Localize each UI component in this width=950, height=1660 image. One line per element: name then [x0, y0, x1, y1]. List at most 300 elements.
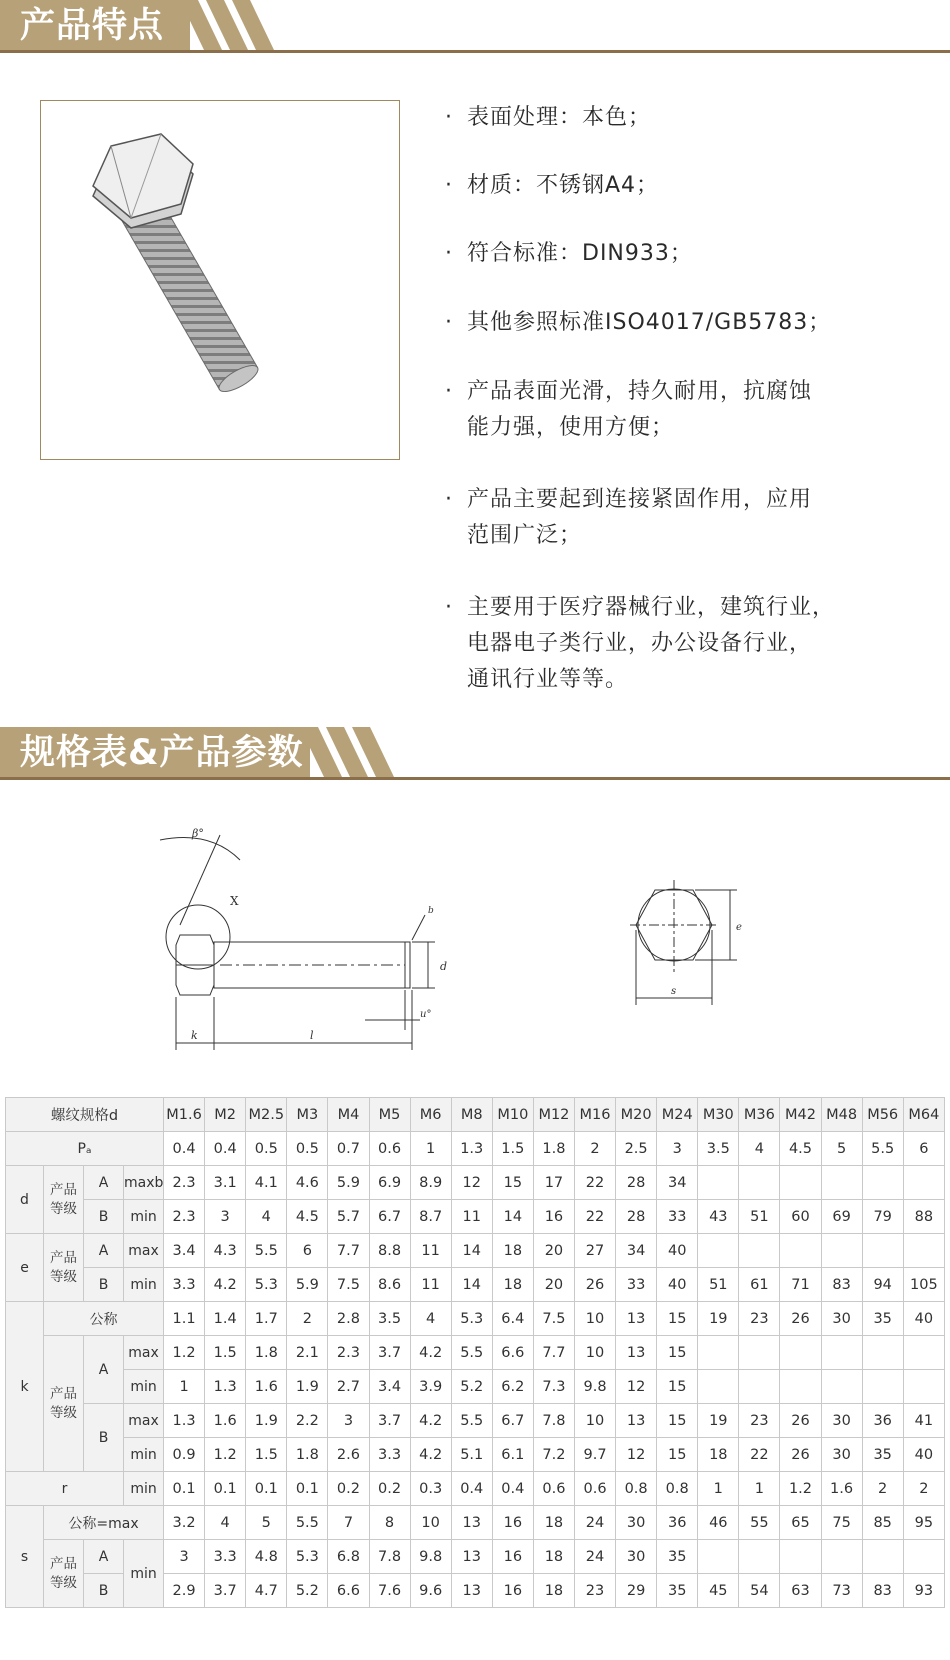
table-cell: 8.7 [410, 1200, 451, 1234]
table-cell: 26 [574, 1268, 615, 1302]
table-cell: 5.5 [862, 1132, 903, 1166]
table-row [6, 1472, 945, 1506]
table-cell: 5.1 [451, 1438, 492, 1472]
table-cell [780, 1370, 821, 1404]
table-cell [903, 1166, 944, 1200]
spec-table [5, 1097, 945, 1608]
label-d: d [440, 960, 448, 973]
table-cell: 1.3 [164, 1404, 205, 1438]
table-cell: 24 [574, 1540, 615, 1574]
table-row [6, 1404, 945, 1438]
table-cell [821, 1336, 862, 1370]
table-cell: 51 [739, 1200, 780, 1234]
table-cell: 3.4 [164, 1234, 205, 1268]
table-cell: 4.8 [246, 1540, 287, 1574]
table-cell [821, 1234, 862, 1268]
stripe-decoration [180, 0, 300, 50]
table-cell [739, 1166, 780, 1200]
grade-label: 产品 等级 [44, 1234, 84, 1302]
table-cell [698, 1166, 739, 1200]
table-cell: 13 [616, 1336, 657, 1370]
table-cell: 4.1 [246, 1166, 287, 1200]
section-title-features: 产品特点 [20, 6, 165, 46]
table-cell: 35 [862, 1302, 903, 1336]
table-cell: 7 [328, 1506, 369, 1540]
grade-label: 产品 等级 [44, 1336, 84, 1472]
feature-item [445, 168, 915, 204]
table-cell: 7.6 [369, 1574, 410, 1608]
table-cell: 1 [698, 1472, 739, 1506]
table-cell: 83 [821, 1268, 862, 1302]
table-cell: 5.3 [451, 1302, 492, 1336]
table-cell [780, 1234, 821, 1268]
table-cell: 55 [739, 1506, 780, 1540]
size-header: M20 [616, 1098, 657, 1132]
table-cell: 4.5 [287, 1200, 328, 1234]
table-cell: 3 [205, 1200, 246, 1234]
table-cell: 1.2 [205, 1438, 246, 1472]
table-cell [739, 1540, 780, 1574]
table-cell: 0.6 [574, 1472, 615, 1506]
table-cell: 10 [574, 1404, 615, 1438]
bullet: · [445, 310, 453, 335]
table-cell: 2 [903, 1472, 944, 1506]
table-cell: 46 [698, 1506, 739, 1540]
table-cell [821, 1370, 862, 1404]
table-cell: 73 [821, 1574, 862, 1608]
table-cell: 30 [821, 1404, 862, 1438]
size-header: M12 [533, 1098, 574, 1132]
header-rule [0, 50, 950, 53]
header-rule [0, 777, 950, 780]
table-cell: 51 [698, 1268, 739, 1302]
table-cell: 12 [451, 1166, 492, 1200]
table-cell: 2.3 [164, 1166, 205, 1200]
table-cell: 18 [492, 1234, 533, 1268]
features-section-header [0, 0, 950, 56]
bullet: · [445, 487, 453, 512]
table-cell: 1 [410, 1132, 451, 1166]
stripe-decoration [300, 727, 420, 777]
table-cell: 18 [533, 1506, 574, 1540]
specs-section-header [0, 727, 950, 783]
table-cell: 2.9 [164, 1574, 205, 1608]
table-cell: A [84, 1540, 124, 1574]
table-cell: 13 [451, 1574, 492, 1608]
table-cell: 93 [903, 1574, 944, 1608]
table-cell: 3.9 [410, 1370, 451, 1404]
table-cell [862, 1166, 903, 1200]
table-cell: 16 [492, 1506, 533, 1540]
table-cell: 18 [492, 1268, 533, 1302]
table-row [6, 1438, 945, 1472]
table-cell: A [84, 1234, 124, 1268]
table-cell: 4.2 [410, 1438, 451, 1472]
table-cell: 0.4 [451, 1472, 492, 1506]
table-cell: min [124, 1268, 164, 1302]
table-cell: 1.5 [205, 1336, 246, 1370]
table-cell [780, 1540, 821, 1574]
table-cell [739, 1234, 780, 1268]
table-cell: 3.4 [369, 1370, 410, 1404]
table-cell: 13 [616, 1302, 657, 1336]
table-cell: 0.5 [246, 1132, 287, 1166]
size-header: M3 [287, 1098, 328, 1132]
table-cell: 2.3 [164, 1200, 205, 1234]
table-cell: 8 [369, 1506, 410, 1540]
table-cell: 3.3 [164, 1268, 205, 1302]
size-header: M5 [369, 1098, 410, 1132]
table-cell: 1.5 [492, 1132, 533, 1166]
feature-item [445, 305, 915, 341]
table-cell: 5.2 [287, 1574, 328, 1608]
table-cell: 4.2 [410, 1336, 451, 1370]
table-cell: 1.9 [246, 1404, 287, 1438]
table-cell [821, 1166, 862, 1200]
table-cell: 4.6 [287, 1166, 328, 1200]
size-header: M48 [821, 1098, 862, 1132]
table-cell: 7.8 [533, 1404, 574, 1438]
table-cell: 30 [821, 1302, 862, 1336]
table-cell: 4.3 [205, 1234, 246, 1268]
bolt-top-view-diagram [615, 880, 755, 1030]
grade-label: 产品 等级 [44, 1540, 84, 1608]
table-cell: 79 [862, 1200, 903, 1234]
table-cell: 0.5 [287, 1132, 328, 1166]
table-cell: 2.8 [328, 1302, 369, 1336]
table-cell: 0.1 [246, 1472, 287, 1506]
size-header: M42 [780, 1098, 821, 1132]
table-cell: 23 [739, 1302, 780, 1336]
table-cell: 35 [657, 1574, 698, 1608]
feature-line: 其他参照标准ISO4017/GB5783； [467, 310, 832, 335]
table-row [6, 1370, 945, 1404]
table-cell: 5.5 [451, 1336, 492, 1370]
table-cell: max [124, 1234, 164, 1268]
table-cell: maxb [124, 1166, 164, 1200]
table-cell: 4.7 [246, 1574, 287, 1608]
feature-line: 电器电子类行业，办公设备行业， [467, 631, 813, 656]
table-cell: 40 [903, 1302, 944, 1336]
table-cell: 8.9 [410, 1166, 451, 1200]
row-label: e [6, 1234, 44, 1302]
table-cell: 4 [246, 1200, 287, 1234]
table-cell: 7.5 [533, 1302, 574, 1336]
table-cell: 3 [164, 1540, 205, 1574]
table-cell: 15 [657, 1404, 698, 1438]
table-cell: 0.6 [369, 1132, 410, 1166]
table-cell: B [84, 1268, 124, 1302]
table-cell [698, 1370, 739, 1404]
table-cell: 36 [862, 1404, 903, 1438]
table-cell: A [84, 1166, 124, 1200]
table-cell: 3.5 [698, 1132, 739, 1166]
label-e: e [736, 922, 742, 933]
label-k: k [191, 1029, 198, 1042]
table-cell: 28 [616, 1200, 657, 1234]
table-cell: 27 [574, 1234, 615, 1268]
table-cell [903, 1336, 944, 1370]
table-cell: 9.8 [410, 1540, 451, 1574]
table-cell: 26 [780, 1302, 821, 1336]
table-cell: 1.6 [205, 1404, 246, 1438]
table-cell: 9.6 [410, 1574, 451, 1608]
table-cell: 3.5 [369, 1302, 410, 1336]
row-label: Pₐ [6, 1132, 164, 1166]
table-cell: 1.3 [451, 1132, 492, 1166]
label-u: u° [420, 1009, 432, 1020]
table-cell: 3.7 [369, 1336, 410, 1370]
table-cell: 2.3 [328, 1336, 369, 1370]
feature-item [445, 590, 915, 698]
size-header: M4 [328, 1098, 369, 1132]
table-cell: 6.1 [492, 1438, 533, 1472]
table-cell: 20 [533, 1268, 574, 1302]
table-cell: 24 [574, 1506, 615, 1540]
table-cell: 30 [821, 1438, 862, 1472]
size-header: M64 [903, 1098, 944, 1132]
table-cell: 1.1 [164, 1302, 205, 1336]
size-header: M36 [739, 1098, 780, 1132]
table-cell: 6.2 [492, 1370, 533, 1404]
table-cell: 1 [164, 1370, 205, 1404]
table-cell: 23 [574, 1574, 615, 1608]
table-cell: 26 [780, 1404, 821, 1438]
size-header: M6 [410, 1098, 451, 1132]
bolt-side-view-diagram [150, 815, 470, 1065]
table-cell [739, 1370, 780, 1404]
table-cell: 5.3 [246, 1268, 287, 1302]
table-cell: 3.3 [205, 1540, 246, 1574]
table-cell: 30 [616, 1506, 657, 1540]
table-cell [698, 1540, 739, 1574]
table-cell [862, 1370, 903, 1404]
table-cell: min [124, 1200, 164, 1234]
feature-item [445, 236, 915, 272]
table-cell: 18 [533, 1540, 574, 1574]
row-label: k [6, 1302, 44, 1472]
table-cell: min [124, 1540, 164, 1608]
bullet: · [445, 595, 453, 620]
table-cell: 4 [205, 1506, 246, 1540]
table-row [6, 1506, 945, 1540]
table-cell: 16 [492, 1540, 533, 1574]
table-cell: 33 [616, 1268, 657, 1302]
table-cell: 6 [287, 1234, 328, 1268]
label-beta: β° [192, 827, 204, 840]
table-cell: B [84, 1574, 124, 1608]
table-cell: 4.5 [780, 1132, 821, 1166]
table-cell: 7.8 [369, 1540, 410, 1574]
table-cell: 5.7 [328, 1200, 369, 1234]
bullet: · [445, 379, 453, 404]
bullet: · [445, 105, 453, 130]
table-cell: 36 [657, 1506, 698, 1540]
label-b: b [428, 906, 434, 916]
table-cell: 9.8 [574, 1370, 615, 1404]
table-cell: 3.7 [205, 1574, 246, 1608]
table-cell: 105 [903, 1268, 944, 1302]
table-cell: 4.2 [205, 1268, 246, 1302]
table-cell: 65 [780, 1506, 821, 1540]
table-cell [821, 1540, 862, 1574]
feature-line: 主要用于医疗器械行业，建筑行业， [467, 595, 836, 620]
header-label: 螺纹规格d [6, 1098, 164, 1132]
table-cell: 5.5 [246, 1234, 287, 1268]
table-cell: 5.3 [287, 1540, 328, 1574]
table-cell: 2 [287, 1302, 328, 1336]
table-cell: 7.2 [533, 1438, 574, 1472]
table-row [6, 1540, 945, 1574]
table-cell: 19 [698, 1404, 739, 1438]
table-cell [903, 1540, 944, 1574]
table-cell: 0.9 [164, 1438, 205, 1472]
table-cell: 1.6 [246, 1370, 287, 1404]
table-cell: 13 [451, 1506, 492, 1540]
table-cell: 4 [410, 1302, 451, 1336]
table-cell: 7.7 [533, 1336, 574, 1370]
table-cell: 2.2 [287, 1404, 328, 1438]
bullet: · [445, 241, 453, 266]
table-cell: max [124, 1336, 164, 1370]
table-cell: 4 [739, 1132, 780, 1166]
table-cell: 35 [657, 1540, 698, 1574]
table-cell: 33 [657, 1200, 698, 1234]
table-cell: 公称=max [44, 1506, 164, 1540]
table-header-row [6, 1098, 945, 1132]
table-cell: 0.2 [369, 1472, 410, 1506]
table-cell: 0.4 [205, 1132, 246, 1166]
table-cell: 9.7 [574, 1438, 615, 1472]
table-cell [698, 1336, 739, 1370]
table-cell: 6.8 [328, 1540, 369, 1574]
table-cell: 5.5 [287, 1506, 328, 1540]
table-cell: 5 [821, 1132, 862, 1166]
feature-item [445, 374, 915, 446]
table-cell: 3.2 [164, 1506, 205, 1540]
table-cell: 15 [657, 1438, 698, 1472]
table-cell: 75 [821, 1506, 862, 1540]
grade-label: 产品 等级 [44, 1166, 84, 1234]
table-cell: 22 [574, 1200, 615, 1234]
table-cell [903, 1234, 944, 1268]
table-cell: 63 [780, 1574, 821, 1608]
table-cell: A [84, 1336, 124, 1404]
table-cell: 10 [410, 1506, 451, 1540]
table-cell: 0.1 [205, 1472, 246, 1506]
table-cell: 11 [410, 1268, 451, 1302]
table-cell: 0.1 [164, 1472, 205, 1506]
table-cell: 60 [780, 1200, 821, 1234]
table-cell: 12 [616, 1370, 657, 1404]
feature-line: 表面处理：本色； [467, 105, 652, 130]
table-cell: 19 [698, 1302, 739, 1336]
table-cell: 0.3 [410, 1472, 451, 1506]
table-cell: 2.6 [328, 1438, 369, 1472]
table-cell: 5 [246, 1506, 287, 1540]
row-label: r [6, 1472, 124, 1506]
table-cell: 11 [451, 1200, 492, 1234]
table-cell: 2.5 [616, 1132, 657, 1166]
table-cell: 20 [533, 1234, 574, 1268]
table-cell [780, 1336, 821, 1370]
table-cell: 1.8 [533, 1132, 574, 1166]
table-cell [698, 1234, 739, 1268]
table-cell: 6.4 [492, 1302, 533, 1336]
table-cell: 95 [903, 1506, 944, 1540]
table-cell: 88 [903, 1200, 944, 1234]
bullet: · [445, 173, 453, 198]
table-cell: 3.1 [205, 1166, 246, 1200]
table-cell: 6 [903, 1132, 944, 1166]
table-cell: 3 [328, 1404, 369, 1438]
table-cell [862, 1540, 903, 1574]
table-cell: 5.9 [287, 1268, 328, 1302]
table-cell: 6.6 [492, 1336, 533, 1370]
table-cell: B [84, 1200, 124, 1234]
table-cell: 1.9 [287, 1370, 328, 1404]
size-header: M56 [862, 1098, 903, 1132]
table-cell: min [124, 1370, 164, 1404]
table-cell: 0.1 [287, 1472, 328, 1506]
table-cell: 2 [574, 1132, 615, 1166]
table-cell: 22 [739, 1438, 780, 1472]
feature-line: 通讯行业等等。 [467, 667, 629, 692]
table-cell: 40 [903, 1438, 944, 1472]
table-row [6, 1268, 945, 1302]
table-cell: 公称 [44, 1302, 164, 1336]
label-s: s [671, 986, 677, 997]
table-cell: 0.8 [616, 1472, 657, 1506]
size-header: M2.5 [246, 1098, 287, 1132]
table-cell: 4.2 [410, 1404, 451, 1438]
table-cell: 17 [533, 1166, 574, 1200]
table-cell: 34 [616, 1234, 657, 1268]
feature-item [445, 482, 915, 554]
feature-line: 范围广泛； [467, 523, 583, 548]
size-header: M2 [205, 1098, 246, 1132]
table-cell: 69 [821, 1200, 862, 1234]
table-cell: 14 [451, 1268, 492, 1302]
table-cell: 6.7 [369, 1200, 410, 1234]
table-row [6, 1336, 945, 1370]
table-cell: max [124, 1404, 164, 1438]
row-label: s [6, 1506, 44, 1608]
table-row [6, 1132, 945, 1166]
table-cell: 1.2 [780, 1472, 821, 1506]
table-cell: 8.8 [369, 1234, 410, 1268]
table-cell: 8.6 [369, 1268, 410, 1302]
table-cell: 94 [862, 1268, 903, 1302]
hex-bolt-illustration [41, 101, 399, 459]
table-cell: 40 [657, 1234, 698, 1268]
table-cell: 29 [616, 1574, 657, 1608]
table-cell: 1.2 [164, 1336, 205, 1370]
table-row [6, 1302, 945, 1336]
table-cell: 15 [657, 1302, 698, 1336]
row-label: d [6, 1166, 44, 1234]
table-cell: 15 [657, 1336, 698, 1370]
feature-item [445, 100, 915, 136]
table-cell: 6.9 [369, 1166, 410, 1200]
table-cell: 83 [862, 1574, 903, 1608]
table-cell: 5.5 [451, 1404, 492, 1438]
table-cell: 1.8 [287, 1438, 328, 1472]
table-cell: 14 [492, 1200, 533, 1234]
table-cell: 13 [451, 1540, 492, 1574]
table-row [6, 1234, 945, 1268]
table-cell: 26 [780, 1438, 821, 1472]
